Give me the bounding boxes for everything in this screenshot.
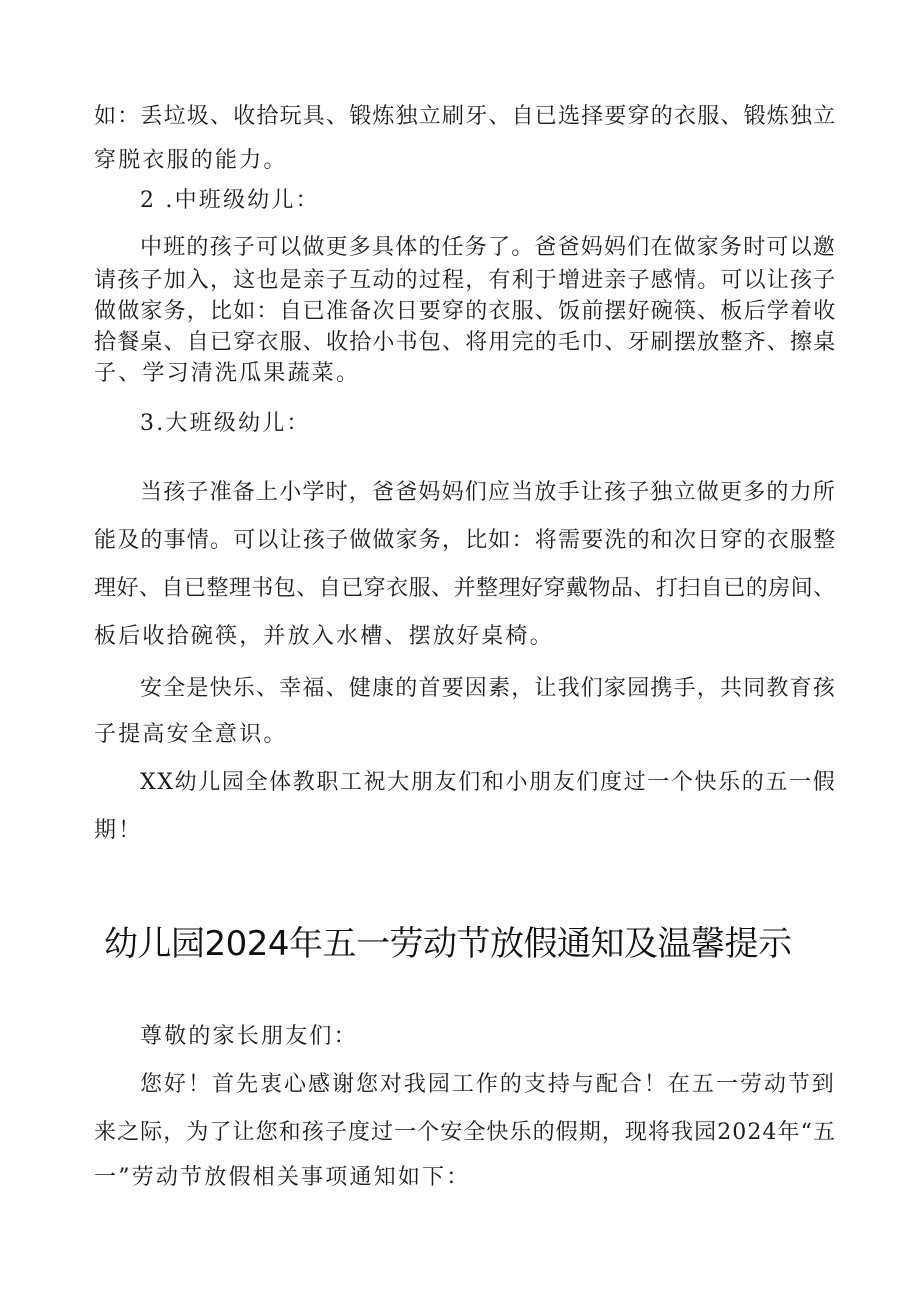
paragraph-line: 子、学习清洗瓜果蔬菜。: [94, 361, 361, 386]
paragraph-line: 期！: [94, 818, 143, 843]
paragraph-line: 子提高安全意识。: [94, 722, 288, 747]
salutation: 尊敬的家长朋友们：: [140, 1024, 358, 1049]
paragraph-line: 如：丢垃圾、收拾玩具、锻炼独立刷牙、自已选择要穿的衣服、锻炼独立: [94, 104, 837, 129]
paragraph-line: 安全是快乐、幸福、健康的首要因素，让我们家园携手，共同教育孩: [140, 676, 837, 701]
paragraph-line: 能及的事情。可以让孩子做做家务，比如：将需要洗的和次日穿的衣服整: [94, 528, 837, 553]
section-heading: 3.大班级幼儿：: [140, 411, 311, 436]
paragraph-line: 一”劳动节放假相关事项通知如下：: [94, 1165, 471, 1190]
paragraph-line: 您好！首先衷心感谢您对我园工作的支持与配合！在五一劳动节到: [140, 1072, 836, 1097]
paragraph-line: 做做家务，比如：自已准备次日要穿的衣服、饭前摆好碗筷、板后学着收: [94, 299, 837, 324]
paragraph-line: 理好、自已整理书包、自已穿衣服、并整理好穿戴物品、打扫自已的房间、: [94, 576, 836, 601]
paragraph-line: 穿脱衣服的能力。: [94, 148, 288, 173]
paragraph-line: 中班的孩子可以做更多具体的任务了。爸爸妈妈们在做家务时可以邀: [140, 235, 837, 260]
paragraph-line: XX幼儿园全体教职工祝大朋友们和小朋友们度过一个快乐的五一假: [140, 770, 837, 795]
paragraph-line: 来之际，为了让您和孩子度过一个安全快乐的假期，现将我园2024年“五: [94, 1120, 837, 1145]
section-heading: 2 .中班级幼儿：: [140, 188, 320, 213]
paragraph-line: 当孩子准备上小学时，爸爸妈妈们应当放手让孩子独立做更多的力所: [140, 480, 837, 505]
paragraph-line: 请孩子加入，这也是亲子互动的过程，有利于增进亲子感情。可以让孩子: [94, 268, 837, 293]
paragraph-line: 板后收拾碗筷，并放入水槽、摆放好桌椅。: [94, 624, 554, 649]
paragraph-line: 拾餐桌、自已穿衣服、收拾小书包、将用完的毛巾、牙刷摆放整齐、擦桌: [94, 330, 837, 355]
document-title: 幼儿园2024年五一劳动节放假通知及温馨提示: [104, 924, 792, 964]
